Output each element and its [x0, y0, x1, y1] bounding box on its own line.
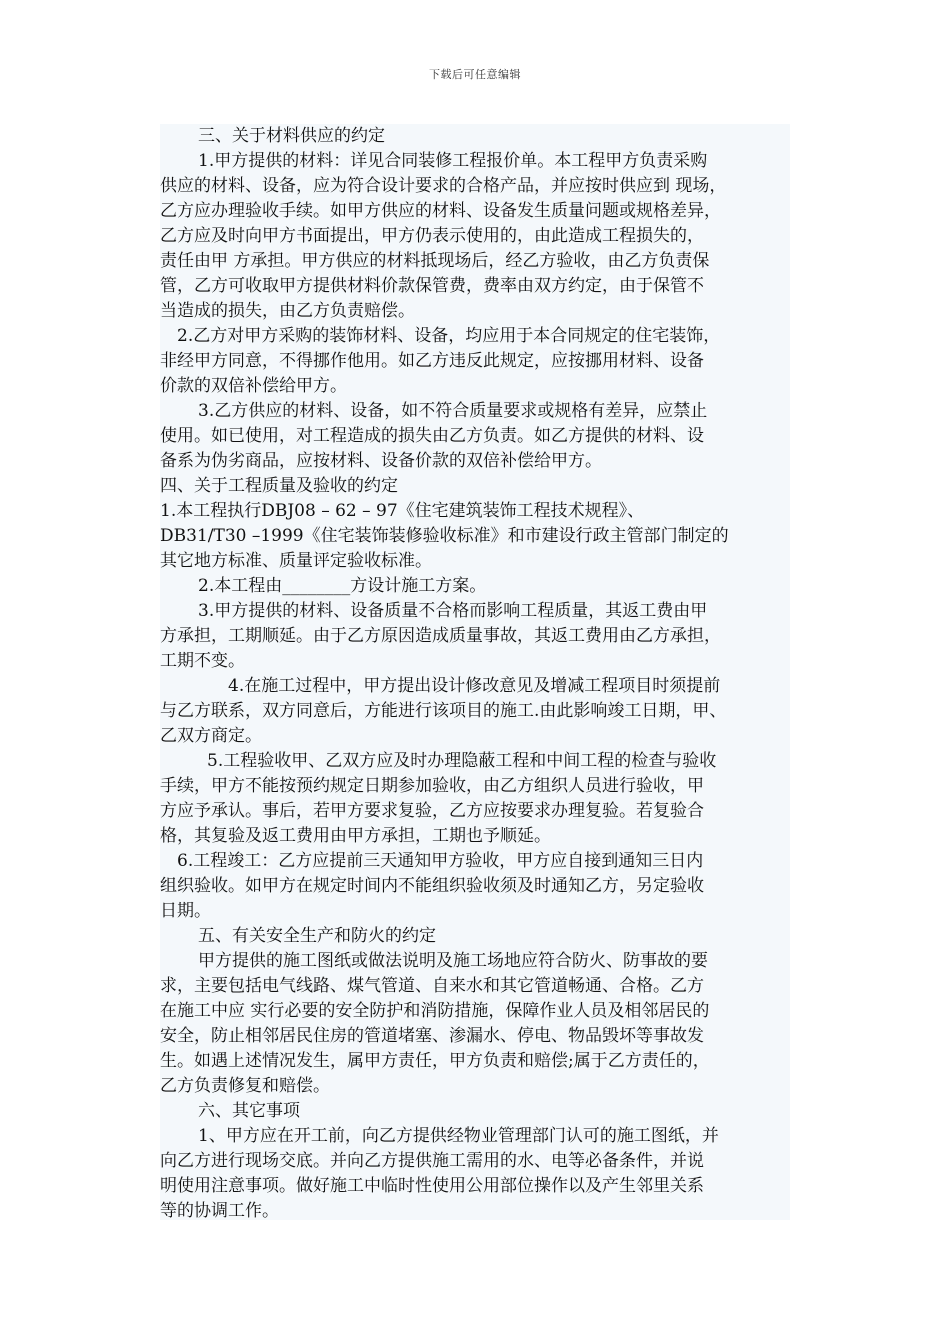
section-heading-safety: 五、有关安全生产和防火的约定 — [198, 926, 436, 946]
paragraph-line: 责任由甲 方承担。甲方供应的材料抵现场后，经乙方验收，由乙方负责保 — [160, 251, 710, 271]
paragraph-line: 乙方应办理验收手续。如甲方供应的材料、设备发生质量问题或规格差异， — [160, 201, 721, 221]
paragraph-line: 组织验收。如甲方在规定时间内不能组织验收须及时通知乙方，另定验收 — [160, 876, 704, 896]
paragraph-line: 4.在施工过程中，甲方提出设计修改意见及增减工程项目时须提前 — [228, 676, 721, 696]
paragraph-line: 在施工中应 实行必要的安全防护和消防措施，保障作业人员及相邻居民的 — [160, 1001, 710, 1021]
paragraph-line: 工期不变。 — [160, 651, 245, 671]
paragraph-line: 乙方负责修复和赔偿。 — [160, 1076, 330, 1096]
section-heading-materials: 三、关于材料供应的约定 — [198, 126, 385, 146]
paragraph-line: 1.本工程执行DBJ08 – 62 – 97《住宅建筑装饰工程技术规程》、 — [160, 501, 645, 521]
paragraph-line: 3.乙方供应的材料、设备，如不符合质量要求或规格有差异，应禁止 — [198, 401, 708, 421]
paragraph-line: 乙双方商定。 — [160, 726, 262, 746]
paragraph-line: 求，主要包括电气线路、煤气管道、自来水和其它管道畅通、合格。乙方 — [160, 976, 704, 996]
paragraph-line: 乙方应及时向甲方书面提出，甲方仍表示使用的，由此造成工程损失的， — [160, 226, 704, 246]
paragraph-line: 方承担，工期顺延。由于乙方原因造成质量事故，其返工费用由乙方承担， — [160, 626, 721, 646]
paragraph-line: 向乙方进行现场交底。并向乙方提供施工需用的水、电等必备条件，并说 — [160, 1151, 704, 1171]
paragraph-line: 其它地方标准、质量评定验收标准。 — [160, 551, 432, 571]
paragraph-line: 1.甲方提供的材料：详见合同装修工程报价单。本工程甲方负责采购 — [198, 151, 708, 171]
paragraph-line: 5.工程验收甲、乙双方应及时办理隐蔽工程和中间工程的检查与验收 — [207, 751, 717, 771]
paragraph-line: 等的协调工作。 — [160, 1201, 279, 1221]
paragraph-line: 明使用注意事项。做好施工中临时性使用公用部位操作以及产生邻里关系 — [160, 1176, 704, 1196]
paragraph-line: 备系为伪劣商品，应按材料、设备价款的双倍补偿给甲方。 — [160, 451, 602, 471]
paragraph-line: 非经甲方同意，不得挪作他用。如乙方违反此规定，应按挪用材料、设备 — [160, 351, 704, 371]
paragraph-line: 3.甲方提供的材料、设备质量不合格而影响工程质量，其返工费由甲 — [198, 601, 708, 621]
paragraph-line: 使用。如已使用，对工程造成的损失由乙方负责。如乙方提供的材料、设 — [160, 426, 704, 446]
paragraph-line: 6.工程竣工：乙方应提前三天通知甲方验收，甲方应自接到通知三日内 — [177, 851, 704, 871]
section-heading-other: 六、其它事项 — [198, 1101, 300, 1121]
paragraph-line: 方应予承认。事后，若甲方要求复验，乙方应按要求办理复验。若复验合 — [160, 801, 704, 821]
paragraph-line: 管，乙方可收取甲方提供材料价款保管费，费率由双方约定，由于保管不 — [160, 276, 704, 296]
paragraph-line: 格，其复验及返工费用由甲方承担，工期也予顺延。 — [160, 826, 551, 846]
paragraph-line: 日期。 — [160, 901, 211, 921]
paragraph-line: 当造成的损失，由乙方负责赔偿。 — [160, 301, 415, 321]
document-body — [160, 124, 790, 1220]
section-heading-quality: 四、关于工程质量及验收的约定 — [160, 476, 398, 496]
paragraph-line: 生。如遇上述情况发生，属甲方责任，甲方负责和赔偿;属于乙方责任的， — [160, 1051, 710, 1071]
paragraph-line: 与乙方联系，双方同意后，方能进行该项目的施工.由此影响竣工日期，甲、 — [160, 701, 727, 721]
page-header: 下载后可任意编辑 — [429, 68, 521, 81]
paragraph-line: 供应的材料、设备，应为符合设计要求的合格产品，并应按时供应到 现场， — [160, 176, 727, 196]
paragraph-line: 安全，防止相邻居民住房的管道堵塞、渗漏水、停电、物品毁坏等事故发 — [160, 1026, 704, 1046]
paragraph-line: 2.乙方对甲方采购的装饰材料、设备，均应用于本合同规定的住宅装饰， — [177, 326, 721, 346]
paragraph-line: 价款的双倍补偿给甲方。 — [160, 376, 347, 396]
paragraph-line: 甲方提供的施工图纸或做法说明及施工场地应符合防火、防事故的要 — [198, 951, 708, 971]
paragraph-line: 1、甲方应在开工前，向乙方提供经物业管理部门认可的施工图纸，并 — [198, 1126, 719, 1146]
paragraph-line: DB31/T30 –1999《住宅装饰装修验收标准》和市建设行政主管部门制定的 — [160, 526, 729, 546]
paragraph-line: 2.本工程由________方设计施工方案。 — [198, 576, 487, 596]
paragraph-line: 手续，甲方不能按预约规定日期参加验收，由乙方组织人员进行验收，甲 — [160, 776, 704, 796]
